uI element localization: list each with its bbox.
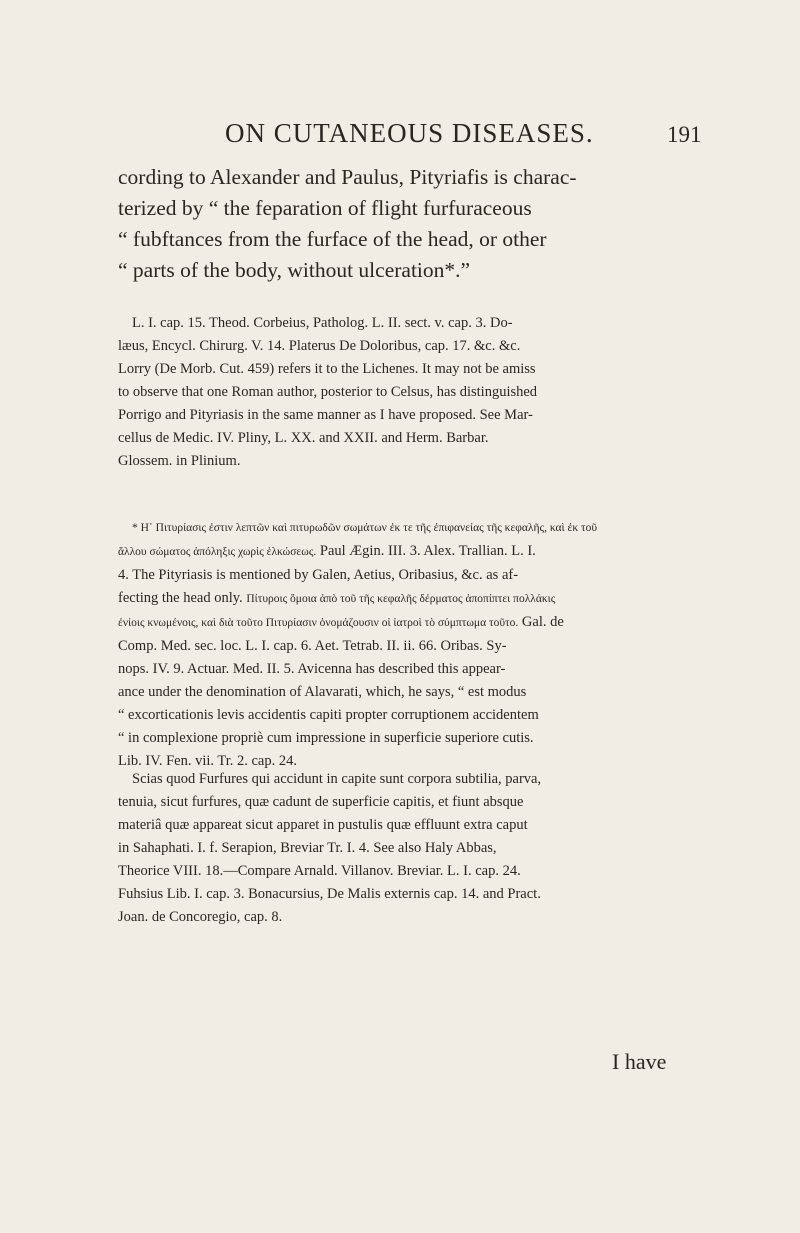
footnote-greek <box>118 516 680 773</box>
catchword: I have <box>612 1049 667 1074</box>
note-text: Paul Ægin. III. 3. Alex. Trallian. L. I. <box>316 543 536 559</box>
footnote-latin <box>118 768 680 929</box>
note-line: Fuhsius Lib. I. cap. 3. Bonacursius, De Malis externis cap. 14. and Pract. <box>118 886 541 902</box>
note-line: nops. IV. 9. Actuar. Med. II. 5. Avicenna has described this appear- <box>118 661 506 677</box>
note-line: Lib. IV. Fen. vii. Tr. 2. cap. 24. <box>118 753 297 769</box>
note-text: fecting the head only. <box>118 590 247 606</box>
note-line: tenuia, sicut furfures, quæ cadunt de superficie capitis, et fiunt absque <box>118 794 524 810</box>
note-line <box>118 540 680 564</box>
note-line: Scias quod Furfures qui accidunt in capite sunt corpora subtilia, parva, <box>132 771 542 787</box>
note-line: Theorice VIII. 18.—Compare Arnald. Villanov. Breviar. L. I. cap. 24. <box>118 863 521 879</box>
main-text-line: cording to Alexander and Paulus, Pityriafis is charac- <box>118 165 577 189</box>
greek-text: * Η᾽ Πιτυρίασις ἐστιν λεπτῶν καὶ πιτυρωδῶν σωμάτων ἐκ τε τῆς ἐπιφανείας τῆς κεφαλῆς, καὶ ἐκ τοῦ <box>132 522 598 534</box>
greek-text: Πίτυροις ὅμοια ἀπὸ τοῦ τῆς κεφαλῆς δέρματος ἀποπίπτει πολλάκις <box>246 593 556 605</box>
note-line: to observe that one Roman author, posterior to Celsus, has distinguished <box>118 384 538 400</box>
note-line: ance under the denomination of Alavarati, which, he says, “ est modus <box>118 684 527 700</box>
note-line: “ in complexione propriè cum impressione in superficie superiore cutis. <box>118 730 534 746</box>
note-line: Porrigo and Pityriasis in the same manner as I have proposed. See Mar- <box>118 407 533 423</box>
main-text-line: “ parts of the body, without ulceration*.” <box>118 258 471 282</box>
main-text-line: terized by “ the feparation of flight furfuraceous <box>118 196 532 220</box>
note-line: in Sahaphati. I. f. Serapion, Breviar Tr. I. 4. See also Haly Abbas, <box>118 840 497 856</box>
greek-text: ἐνίοις κνωμένοις, καὶ διὰ τοῦτο Πιτυρίασιν ὀνομάζουσιν οἱ ἰατροὶ τὸ σύμπτωμα τοῦτο. <box>118 617 519 629</box>
greek-text: ἄλλου σώματος ἀπόληξις χωρὶς ἑλκώσεως. <box>118 546 317 558</box>
main-text-line: “ fubftances from the furface of the head, or other <box>118 227 547 251</box>
note-line: Joan. de Concoregio, cap. 8. <box>118 909 283 925</box>
page-number: 191 <box>667 122 702 147</box>
note-line: Comp. Med. sec. loc. L. I. cap. 6. Aet. Tetrab. II. ii. 66. Oribas. Sy- <box>118 638 507 654</box>
note-line: læus, Encycl. Chirurg. V. 14. Platerus De Doloribus, cap. 17. &c. &c. <box>118 338 521 354</box>
footnote-references <box>118 312 680 473</box>
note-line <box>118 516 680 540</box>
note-line: Lorry (De Morb. Cut. 459) refers it to the Lichenes. It may not be amiss <box>118 361 536 377</box>
note-line: 4. The Pityriasis is mentioned by Galen, Aetius, Oribasius, &c. as af- <box>118 567 519 583</box>
main-text <box>118 162 678 286</box>
note-line <box>118 611 680 635</box>
note-line: “ excorticationis levis accidentis capiti propter corruptionem accidentem <box>118 707 539 723</box>
note-line <box>118 587 680 611</box>
note-line: materiâ quæ appareat sicut apparet in pustulis quæ effluunt extra caput <box>118 817 528 833</box>
note-line: Glossem. in Plinium. <box>118 453 241 469</box>
note-line: cellus de Medic. IV. Pliny, L. XX. and XXII. and Herm. Barbar. <box>118 430 489 446</box>
note-text: Gal. de <box>518 614 564 630</box>
running-head: ON CUTANEOUS DISEASES. <box>225 118 594 148</box>
note-line: L. I. cap. 15. Theod. Corbeius, Patholog. L. II. sect. v. cap. 3. Do- <box>132 315 513 331</box>
